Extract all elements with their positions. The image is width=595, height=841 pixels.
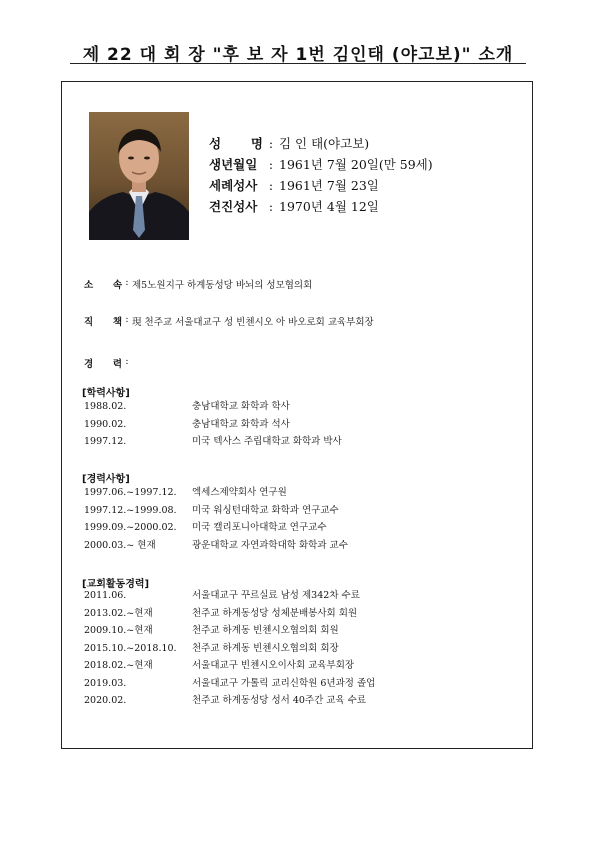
field-label: 직 책 <box>84 317 122 328</box>
item-text: 미국 텍사스 주립대학교 화학과 박사 <box>192 436 342 447</box>
item-date: 2019.03. <box>84 677 127 689</box>
colon-separator: : <box>125 277 129 288</box>
item-text: 미국 캘리포니아대학교 연구교수 <box>192 522 327 533</box>
experience-list <box>84 484 348 554</box>
list-item <box>84 484 348 502</box>
experience-heading: [경력사항] <box>82 474 130 485</box>
profile-row-confirmation <box>209 196 433 217</box>
item-text: 충남대학교 화학과 학사 <box>192 401 290 412</box>
profile-block <box>209 133 433 217</box>
list-item <box>84 587 375 605</box>
list-item <box>84 622 375 640</box>
candidate-photo <box>89 112 189 240</box>
list-item <box>84 692 375 710</box>
item-text: 충남대학교 화학과 석사 <box>192 418 290 430</box>
list-item <box>84 537 348 555</box>
colon-separator: : <box>125 314 129 325</box>
item-date: 2013.02.~현재 <box>84 607 153 619</box>
church-activity-list <box>84 587 375 710</box>
field-value: 現 천주교 서울대교구 성 빈첸시오 아 바오로회 교육부회장 <box>132 317 374 328</box>
item-date: 2015.10.~2018.10. <box>84 642 177 654</box>
career-field <box>84 356 132 370</box>
item-date: 1988.02. <box>84 401 127 412</box>
list-item <box>84 416 342 434</box>
profile-value: 1961년 7월 23일 <box>279 178 379 193</box>
colon-separator: : <box>268 199 274 214</box>
education-list <box>84 398 342 451</box>
list-item <box>84 605 375 623</box>
item-date: 2009.10.~현재 <box>84 625 153 636</box>
profile-label: 견진성사 <box>209 199 258 214</box>
list-item <box>84 502 348 520</box>
item-date: 2018.02.~현재 <box>84 660 153 671</box>
item-date: 2000.03.~ 현재 <box>84 539 156 551</box>
page-title: 제 22 대 회 장 "후 보 자 1번 김인태 (야고보)" 소개 <box>82 45 514 65</box>
item-text: 미국 워싱턴대학교 화학과 연구교수 <box>192 504 339 516</box>
field-label: 경 력 <box>84 359 122 370</box>
list-item <box>84 398 342 416</box>
item-date: 1999.09.~2000.02. <box>84 522 177 533</box>
item-text: 천주교 하계동 빈첸시오협의회 회장 <box>192 642 339 654</box>
profile-value: 1970년 4월 12일 <box>279 199 379 214</box>
list-item <box>84 640 375 658</box>
item-text: 천주교 하계동성당 성체분배봉사회 회원 <box>192 607 358 619</box>
affiliation-field <box>84 277 312 291</box>
colon-separator: : <box>268 136 274 151</box>
colon-separator: : <box>268 157 274 172</box>
item-text: 천주교 하계동 빈첸시오협의회 회원 <box>192 625 339 636</box>
field-value: 제5노원지구 하계동성당 바뇌의 성모협의회 <box>132 280 313 291</box>
profile-value: 1961년 7월 20일(만 59세) <box>279 157 433 172</box>
item-text: 서울대교구 가톨릭 교리신학원 6년과정 졸업 <box>192 677 376 689</box>
item-date: 1997.12. <box>84 436 127 447</box>
colon-separator: : <box>125 356 129 367</box>
profile-label: 성 명 <box>209 136 263 151</box>
education-heading: [학력사항] <box>82 388 130 399</box>
church-activity-heading: [교회활동경력] <box>82 579 150 590</box>
item-text: 서울대교구 빈첸시오이사회 교육부회장 <box>192 660 355 671</box>
item-text: 광운대학교 자연과학대학 화학과 교수 <box>192 539 348 551</box>
item-date: 1997.06.~1997.12. <box>84 487 177 498</box>
profile-label: 세례성사 <box>209 178 258 193</box>
profile-row-baptism <box>209 175 433 196</box>
item-date: 2020.02. <box>84 695 127 706</box>
list-item <box>84 675 375 693</box>
list-item <box>84 519 348 537</box>
item-date: 1990.02. <box>84 418 127 430</box>
item-date: 1997.12.~1999.08. <box>84 504 177 516</box>
item-text: 서울대교구 꾸르실료 남성 제342차 수료 <box>192 590 360 601</box>
profile-label: 생년월일 <box>209 157 258 172</box>
title-underline <box>70 63 526 64</box>
colon-separator: : <box>268 178 274 193</box>
item-text: 천주교 하계동성당 성서 40주간 교육 수료 <box>192 695 367 706</box>
profile-row-birthdate <box>209 154 433 175</box>
list-item <box>84 433 342 451</box>
field-label: 소 속 <box>84 280 122 291</box>
list-item <box>84 657 375 675</box>
position-field <box>84 314 374 328</box>
profile-row-name <box>209 133 433 154</box>
item-text: 엑세스제약회사 연구원 <box>192 487 287 498</box>
profile-value: 김 인 태(야고보) <box>279 136 370 151</box>
item-date: 2011.06. <box>84 590 127 601</box>
portrait-image <box>89 112 189 240</box>
